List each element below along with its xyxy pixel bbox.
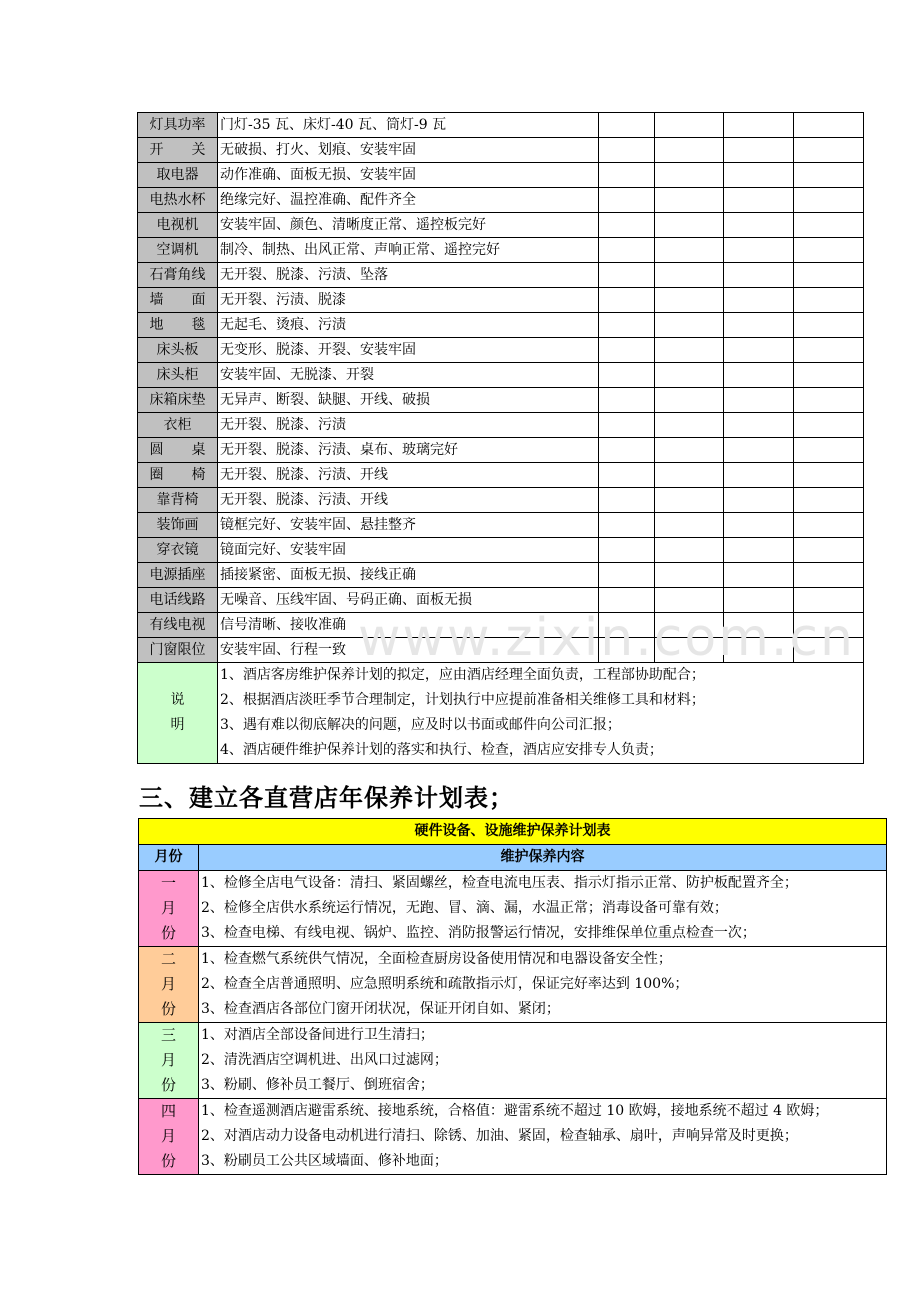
check-cell (655, 463, 724, 488)
task-item: 1、检查遥测酒店避雷系统、接地系统，合格值：避雷系统不超过 10 欧姆，接地系统不超过 4 欧姆； (201, 1103, 829, 1119)
check-cell (794, 438, 864, 463)
inspection-standard: 无开裂、脱漆、污渍、开线 (218, 463, 599, 488)
inspection-standard: 无破损、打火、划痕、安装牢固 (218, 138, 599, 163)
check-cell (599, 338, 655, 363)
inspection-standards-table (137, 112, 864, 764)
note-line: 4、酒店硬件维护保养计划的落实和执行、检查，酒店应安排专人负责； (220, 742, 663, 758)
check-cell (794, 313, 864, 338)
month-column-header: 月份 (139, 845, 199, 871)
inspection-item: 取电器 (138, 163, 218, 188)
inspection-standard: 安装牢固、颜色、清晰度正常、遥控板完好 (218, 213, 599, 238)
check-cell (599, 238, 655, 263)
check-cell (724, 138, 794, 163)
check-cell (794, 613, 864, 638)
inspection-row (138, 238, 864, 263)
inspection-row (138, 138, 864, 163)
check-cell (794, 638, 864, 663)
inspection-row (138, 438, 864, 463)
check-cell (599, 488, 655, 513)
notes-label-char-1: 说 (170, 692, 185, 708)
inspection-item: 衣柜 (138, 413, 218, 438)
note-line: 1、酒店客房维护保养计划的拟定，应由酒店经理全面负责，工程部协助配合； (220, 667, 705, 683)
inspection-item: 电视机 (138, 213, 218, 238)
inspection-item: 床头板 (138, 338, 218, 363)
check-cell (724, 563, 794, 588)
check-cell (794, 113, 864, 138)
month-tasks (199, 1023, 887, 1099)
check-cell (794, 288, 864, 313)
check-cell (655, 288, 724, 313)
check-cell (599, 638, 655, 663)
notes-row (138, 663, 864, 764)
check-cell (794, 413, 864, 438)
inspection-row (138, 588, 864, 613)
inspection-standard: 制冷、制热、出风正常、声响正常、遥控完好 (218, 238, 599, 263)
inspection-item: 装饰画 (138, 513, 218, 538)
inspection-standard: 无开裂、脱漆、污渍、坠落 (218, 263, 599, 288)
month-label (139, 1023, 199, 1099)
month-label-char: 月 (160, 1051, 176, 1069)
month-label-char: 份 (160, 924, 176, 942)
inspection-standard: 动作准确、面板无损、安装牢固 (218, 163, 599, 188)
check-cell (655, 113, 724, 138)
month-label-char: 月 (160, 1127, 176, 1145)
inspection-standard: 无起毛、烫痕、污渍 (218, 313, 599, 338)
inspection-standard: 绝缘完好、温控准确、配件齐全 (218, 188, 599, 213)
check-cell (724, 338, 794, 363)
inspection-item: 穿衣镜 (138, 538, 218, 563)
check-cell (794, 213, 864, 238)
inspection-item: 靠背椅 (138, 488, 218, 513)
section-heading: 三、建立各直营店年保养计划表； (139, 784, 514, 812)
notes-label-char-2: 明 (170, 717, 185, 733)
inspection-table-body (138, 113, 864, 663)
plan-title-row (139, 819, 887, 845)
task-item: 3、粉刷、修补员工餐厅、倒班宿舍； (201, 1077, 434, 1093)
check-cell (599, 363, 655, 388)
task-item: 2、检修全店供水系统运行情况，无跑、冒、滴、漏，水温正常；消毒设备可靠有效； (201, 900, 728, 916)
inspection-row (138, 213, 864, 238)
inspection-standard: 信号清晰、接收准确 (218, 613, 599, 638)
check-cell (724, 238, 794, 263)
month-label (139, 871, 199, 947)
month-label-char: 二 (160, 950, 176, 968)
inspection-row (138, 113, 864, 138)
inspection-row (138, 563, 864, 588)
check-cell (794, 388, 864, 413)
notes-label (138, 663, 218, 764)
check-cell (655, 138, 724, 163)
inspection-item: 电源插座 (138, 563, 218, 588)
check-cell (655, 438, 724, 463)
inspection-row (138, 488, 864, 513)
inspection-standard: 镜面完好、安装牢固 (218, 538, 599, 563)
check-cell (599, 538, 655, 563)
month-label-char: 份 (160, 1000, 176, 1018)
check-cell (724, 538, 794, 563)
check-cell (794, 588, 864, 613)
inspection-standard: 安装牢固、无脱漆、开裂 (218, 363, 599, 388)
check-cell (724, 363, 794, 388)
task-item: 3、粉刷员工公共区域墙面、修补地面； (201, 1153, 448, 1169)
month-label-char: 一 (160, 874, 176, 892)
inspection-standard: 安装牢固、行程一致 (218, 638, 599, 663)
check-cell (794, 238, 864, 263)
inspection-item: 圆 桌 (138, 438, 218, 463)
notes-section (138, 663, 864, 764)
task-item: 3、检查酒店各部位门窗开闭状况，保证开闭自如、紧闭； (201, 1001, 560, 1017)
month-label (139, 947, 199, 1023)
month-label-char: 月 (160, 899, 176, 917)
check-cell (655, 163, 724, 188)
check-cell (724, 388, 794, 413)
month-row (139, 1099, 887, 1175)
inspection-row (138, 338, 864, 363)
check-cell (599, 588, 655, 613)
task-item: 2、清洗酒店空调机进、出风口过滤网； (201, 1052, 448, 1068)
month-tasks (199, 871, 887, 947)
check-cell (794, 363, 864, 388)
inspection-standard: 门灯-35 瓦、床灯-40 瓦、筒灯-9 瓦 (218, 113, 599, 138)
inspection-item: 圈 椅 (138, 463, 218, 488)
inspection-standard: 无异声、断裂、缺腿、开线、破损 (218, 388, 599, 413)
check-cell (794, 263, 864, 288)
check-cell (599, 438, 655, 463)
inspection-row (138, 638, 864, 663)
check-cell (599, 163, 655, 188)
check-cell (724, 638, 794, 663)
check-cell (655, 488, 724, 513)
check-cell (794, 188, 864, 213)
check-cell (599, 213, 655, 238)
task-item: 1、检查燃气系统供气情况，全面检查厨房设备使用情况和电器设备安全性； (201, 951, 672, 967)
inspection-standard: 无开裂、脱漆、污渍、桌布、玻璃完好 (218, 438, 599, 463)
check-cell (655, 613, 724, 638)
check-cell (599, 263, 655, 288)
check-cell (599, 288, 655, 313)
inspection-item: 石膏角线 (138, 263, 218, 288)
task-item: 3、检查电梯、有线电视、锅炉、监控、消防报警运行情况，安排维保单位重点检查一次； (201, 925, 756, 941)
check-cell (794, 338, 864, 363)
month-row (139, 871, 887, 947)
inspection-row (138, 363, 864, 388)
check-cell (724, 588, 794, 613)
inspection-standard: 无噪音、压线牢固、号码正确、面板无损 (218, 588, 599, 613)
inspection-standard: 无开裂、脱漆、污渍、开线 (218, 488, 599, 513)
inspection-item: 电热水杯 (138, 188, 218, 213)
inspection-row (138, 288, 864, 313)
inspection-row (138, 613, 864, 638)
plan-title: 硬件设备、设施维护保养计划表 (139, 819, 887, 845)
check-cell (599, 613, 655, 638)
check-cell (724, 463, 794, 488)
check-cell (655, 313, 724, 338)
month-tasks (199, 1099, 887, 1175)
check-cell (724, 313, 794, 338)
check-cell (724, 213, 794, 238)
check-cell (599, 188, 655, 213)
check-cell (724, 263, 794, 288)
inspection-item: 床箱床垫 (138, 388, 218, 413)
check-cell (724, 113, 794, 138)
inspection-standard: 无变形、脱漆、开裂、安装牢固 (218, 338, 599, 363)
check-cell (599, 563, 655, 588)
check-cell (724, 488, 794, 513)
check-cell (794, 138, 864, 163)
inspection-standard: 无开裂、脱漆、污渍 (218, 413, 599, 438)
inspection-row (138, 513, 864, 538)
note-line: 3、遇有难以彻底解决的问题，应及时以书面或邮件向公司汇报； (220, 717, 621, 733)
check-cell (794, 513, 864, 538)
check-cell (794, 163, 864, 188)
month-label (139, 1099, 199, 1175)
check-cell (599, 388, 655, 413)
check-cell (599, 313, 655, 338)
inspection-item: 开 关 (138, 138, 218, 163)
check-cell (655, 238, 724, 263)
inspection-item: 有线电视 (138, 613, 218, 638)
task-item: 2、对酒店动力设备电动机进行清扫、除锈、加油、紧固，检查轴承、扇叶，声响异常及时更换； (201, 1128, 798, 1144)
month-label-char: 份 (160, 1076, 176, 1094)
check-cell (655, 263, 724, 288)
task-item: 1、对酒店全部设备间进行卫生清扫； (201, 1027, 434, 1043)
month-row (139, 947, 887, 1023)
check-cell (724, 413, 794, 438)
check-cell (655, 338, 724, 363)
inspection-row (138, 163, 864, 188)
check-cell (655, 588, 724, 613)
check-cell (599, 413, 655, 438)
check-cell (794, 463, 864, 488)
inspection-item: 地 毯 (138, 313, 218, 338)
inspection-item: 墙 面 (138, 288, 218, 313)
check-cell (724, 613, 794, 638)
task-item: 2、检查全店普通照明、应急照明系统和疏散指示灯，保证完好率达到 100%； (201, 976, 689, 992)
check-cell (655, 563, 724, 588)
check-cell (599, 138, 655, 163)
month-label-char: 份 (160, 1152, 176, 1170)
watermark: www.zixin.com.cn (358, 608, 855, 668)
inspection-row (138, 313, 864, 338)
inspection-row (138, 413, 864, 438)
check-cell (655, 388, 724, 413)
notes-content (218, 663, 864, 764)
check-cell (655, 513, 724, 538)
inspection-standard: 无开裂、污渍、脱漆 (218, 288, 599, 313)
check-cell (724, 513, 794, 538)
inspection-item: 门窗限位 (138, 638, 218, 663)
check-cell (724, 163, 794, 188)
task-item: 1、检修全店电气设备：清扫、紧固螺丝，检查电流电压表、指示灯指示正常、防护板配置齐全； (201, 875, 798, 891)
inspection-item: 电话线路 (138, 588, 218, 613)
plan-table-body (139, 819, 887, 1175)
inspection-standard: 插接紧密、面板无损、接线正确 (218, 563, 599, 588)
inspection-item: 灯具功率 (138, 113, 218, 138)
check-cell (724, 188, 794, 213)
check-cell (655, 538, 724, 563)
check-cell (794, 538, 864, 563)
plan-header-row (139, 845, 887, 871)
month-label-char: 四 (160, 1102, 176, 1120)
maintenance-plan-table (138, 818, 887, 1175)
inspection-row (138, 463, 864, 488)
inspection-row (138, 388, 864, 413)
inspection-item: 空调机 (138, 238, 218, 263)
check-cell (724, 288, 794, 313)
content-column-header: 维护保养内容 (199, 845, 887, 871)
check-cell (794, 563, 864, 588)
month-tasks (199, 947, 887, 1023)
check-cell (655, 638, 724, 663)
check-cell (599, 513, 655, 538)
check-cell (655, 363, 724, 388)
check-cell (655, 188, 724, 213)
check-cell (599, 113, 655, 138)
month-label-char: 月 (160, 975, 176, 993)
inspection-item: 床头柜 (138, 363, 218, 388)
month-label-char: 三 (160, 1026, 176, 1044)
inspection-row (138, 538, 864, 563)
check-cell (724, 438, 794, 463)
inspection-row (138, 188, 864, 213)
check-cell (655, 213, 724, 238)
month-row (139, 1023, 887, 1099)
check-cell (794, 488, 864, 513)
check-cell (599, 463, 655, 488)
inspection-standard: 镜框完好、安装牢固、悬挂整齐 (218, 513, 599, 538)
check-cell (655, 413, 724, 438)
inspection-row (138, 263, 864, 288)
note-line: 2、根据酒店淡旺季节合理制定，计划执行中应提前准备相关维修工具和材料； (220, 692, 705, 708)
